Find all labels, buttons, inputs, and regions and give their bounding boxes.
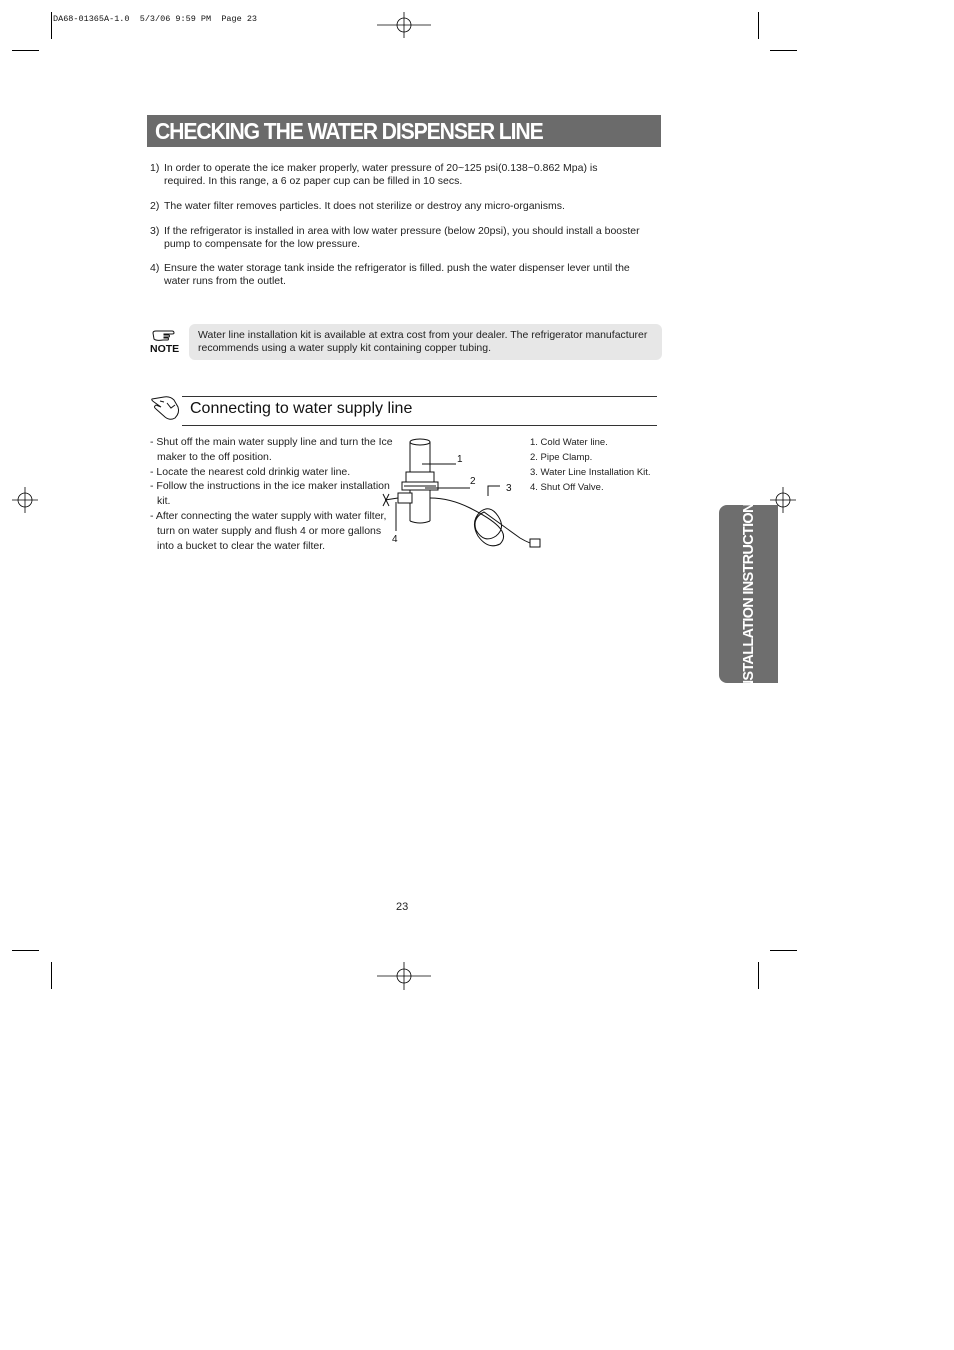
side-tab-label: INSTALLATION INSTRUCTIONS bbox=[740, 494, 757, 694]
note-box bbox=[189, 324, 662, 360]
legend-item: 1. Cold Water line. bbox=[530, 437, 608, 448]
step-3 bbox=[150, 225, 640, 250]
callout-1: 1 bbox=[457, 454, 463, 465]
step-2 bbox=[150, 200, 640, 213]
legend-item: 2. Pipe Clamp. bbox=[530, 452, 593, 463]
callout-3: 3 bbox=[506, 483, 512, 494]
step-4 bbox=[150, 262, 640, 287]
list-item: - Follow the instructions in the ice maker installation kit. bbox=[150, 480, 390, 508]
list-item: - After connecting the water supply with water filter, turn on water supply and flush 4 or more gallons into a bucket to clear the water filter. bbox=[150, 509, 387, 552]
pointing-hand-icon bbox=[150, 328, 182, 344]
step-text: In order to operate the ice maker properly, water pressure of 20~125 psi(0.138~0.862 Mpa) is required. In this range, a 6 oz paper cup can be filled in 10 secs. bbox=[164, 162, 598, 187]
callout-4: 4 bbox=[392, 534, 398, 545]
list-item: - Shut off the main water supply line and turn the Ice maker to the off position. bbox=[150, 436, 393, 463]
water-line-diagram bbox=[380, 436, 555, 556]
print-slug: DA68-01365A-1.0 5/3/06 9:59 PM Page 23 bbox=[53, 14, 258, 24]
side-tab bbox=[719, 494, 778, 694]
section-rule-top bbox=[182, 396, 657, 397]
step-number: 2) bbox=[150, 200, 160, 212]
note-text: Water line installation kit is available at extra cost from your dealer. The refrigerator manufacturer recommends using a water supply kit containing copper tubing. bbox=[198, 329, 648, 354]
list-item: - Locate the nearest cold drinkig water line. bbox=[150, 465, 351, 478]
hand-check-icon bbox=[150, 393, 182, 423]
callout-2: 2 bbox=[470, 476, 476, 487]
title-bar bbox=[147, 115, 661, 147]
step-number: 3) bbox=[150, 225, 160, 237]
note-label: NOTE bbox=[150, 343, 180, 355]
step-number: 1) bbox=[150, 162, 160, 174]
step-text: Ensure the water storage tank inside the refrigerator is filled. push the water dispenser lever until the water runs from the outlet. bbox=[164, 262, 630, 287]
section-title: Connecting to water supply line bbox=[190, 400, 413, 417]
diagram-legend bbox=[530, 435, 651, 495]
section-rule-bottom bbox=[182, 425, 657, 426]
instruction-list bbox=[150, 435, 395, 553]
step-text: The water filter removes particles. It does not sterilize or destroy any micro-organisms. bbox=[164, 200, 565, 212]
step-1 bbox=[150, 162, 640, 187]
legend-item: 4. Shut Off Valve. bbox=[530, 482, 604, 493]
step-number: 4) bbox=[150, 262, 160, 274]
legend-item: 3. Water Line Installation Kit. bbox=[530, 467, 651, 478]
page-title: CHECKING THE WATER DISPENSER LINE bbox=[155, 118, 543, 144]
page-number: 23 bbox=[396, 901, 409, 913]
step-text: If the refrigerator is installed in area with low water pressure (below 20psi), you should install a booster pump to compensate for the low pressure. bbox=[164, 225, 640, 250]
